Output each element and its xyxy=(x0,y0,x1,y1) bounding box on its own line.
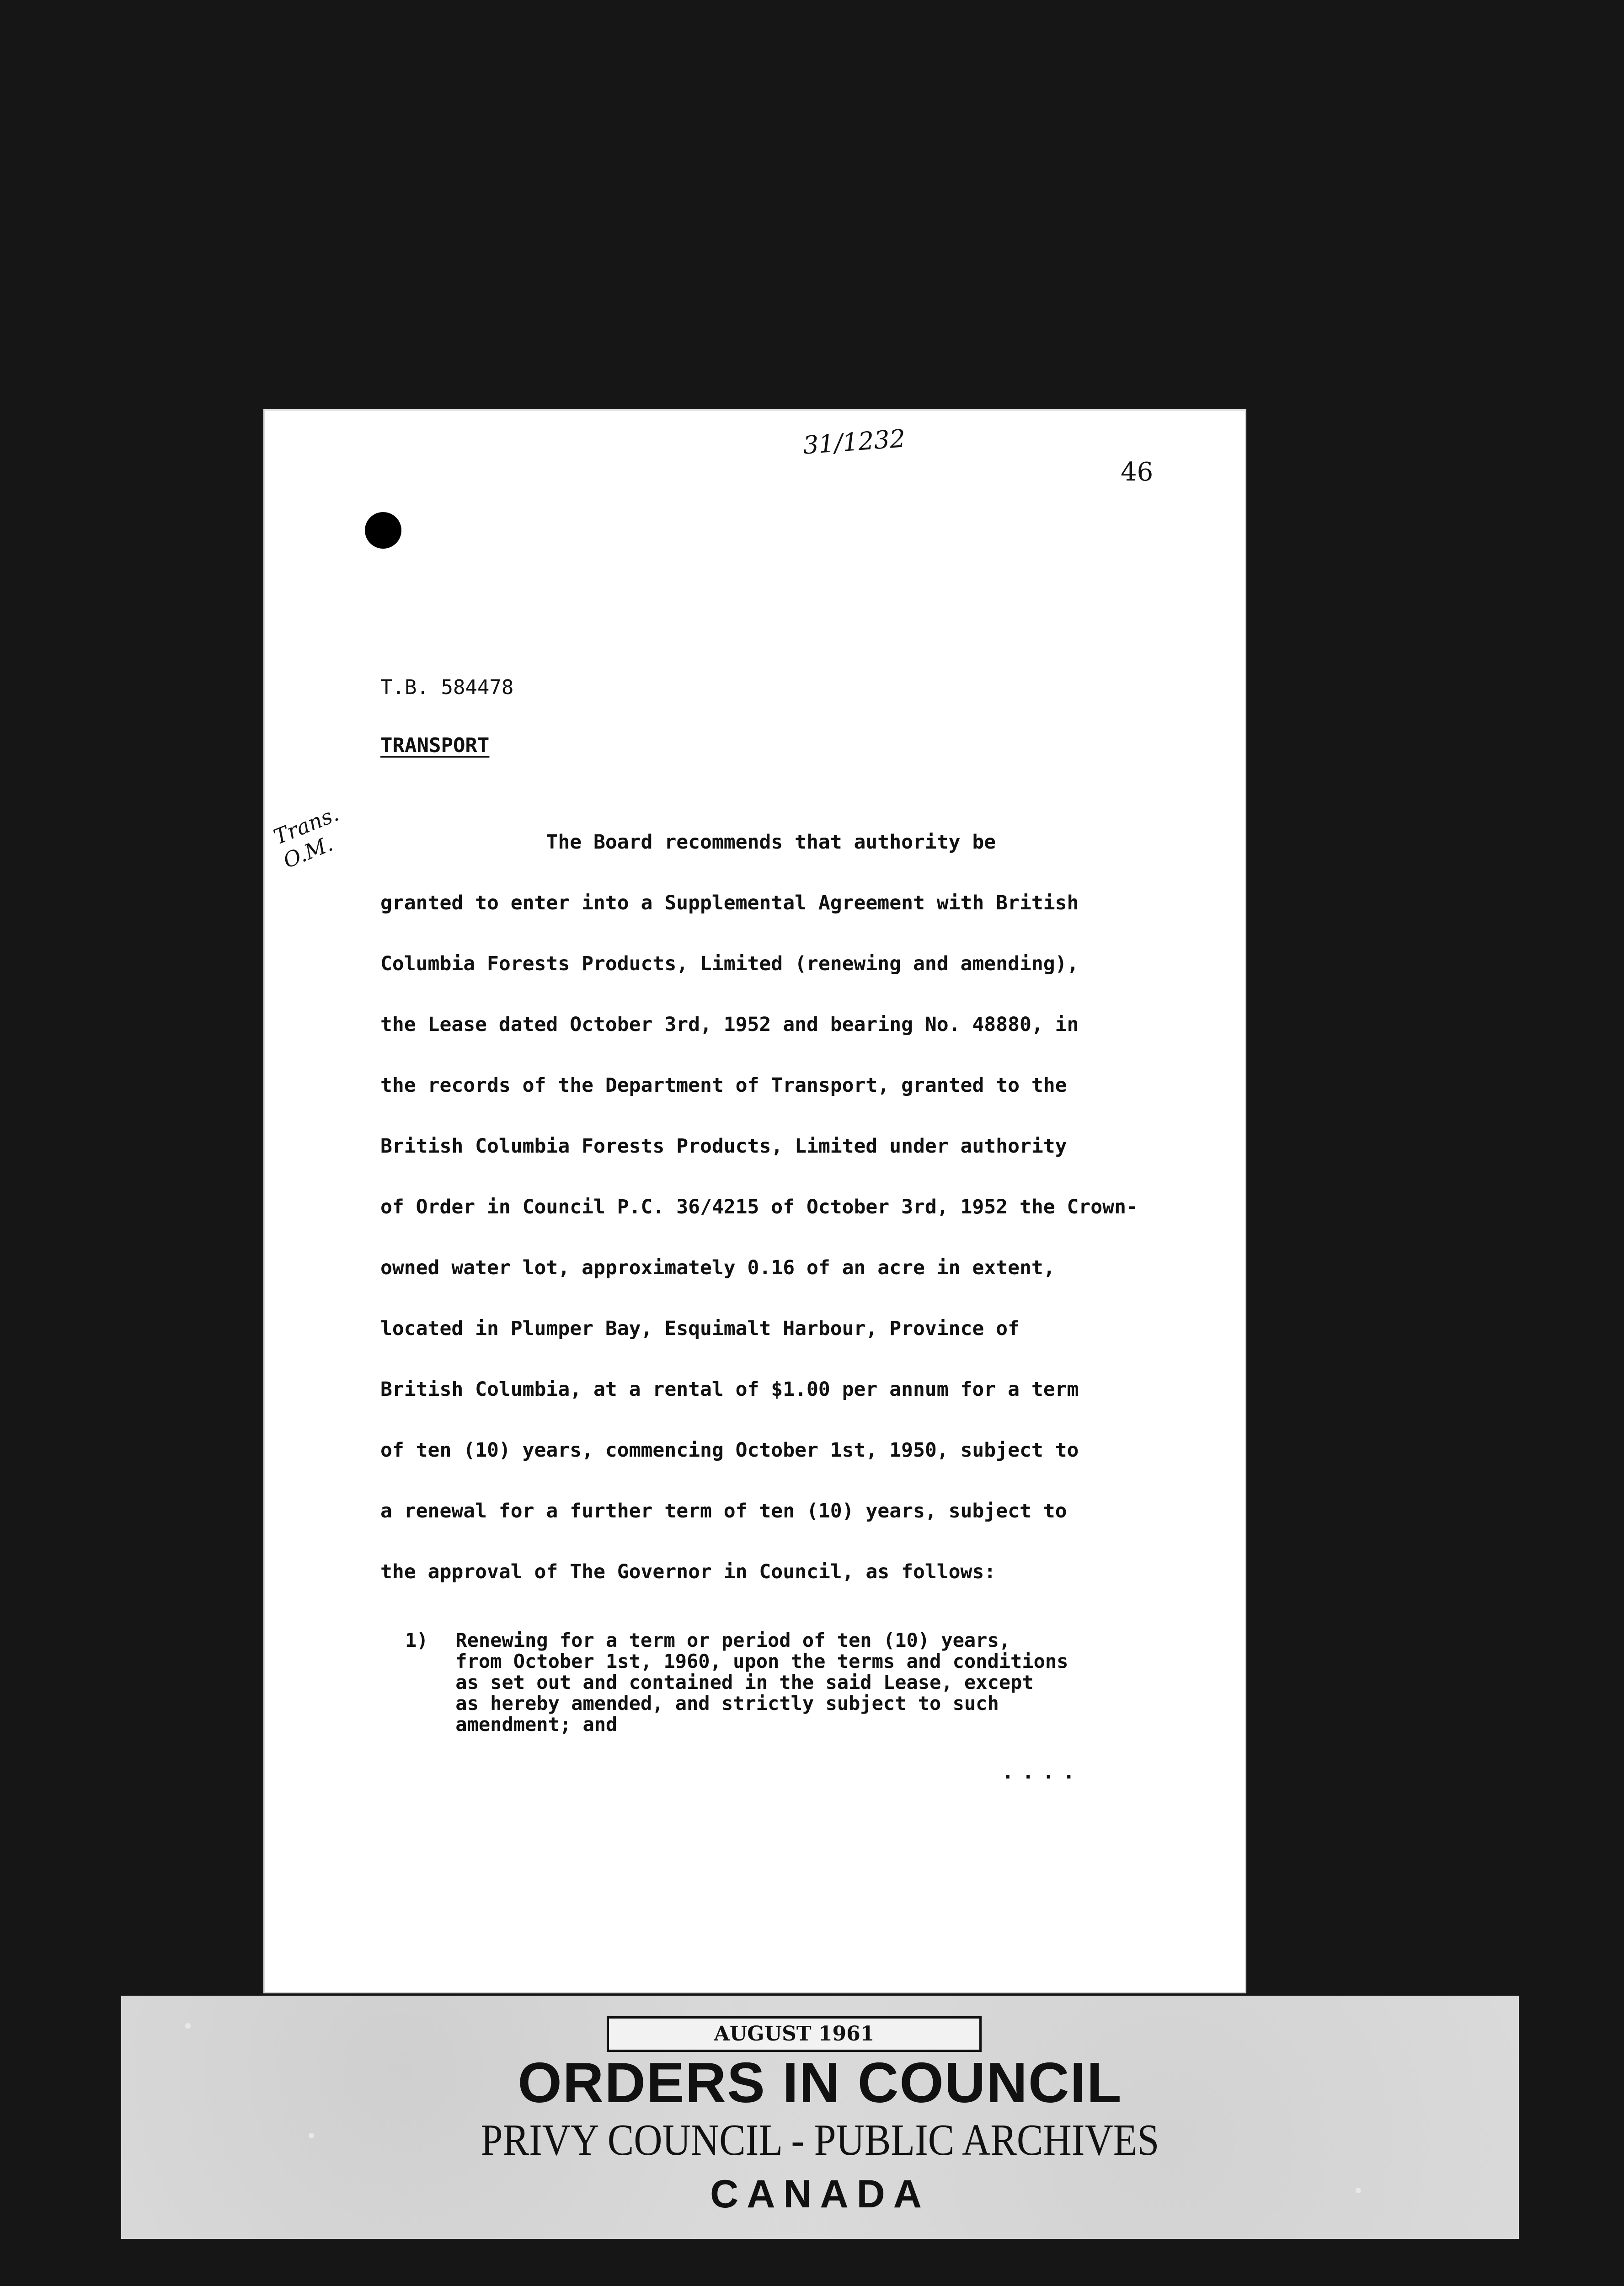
paragraph-line: Columbia Forests Products, Limited (renewing and amending), xyxy=(380,952,1079,975)
tb-number: T.B. 584478 xyxy=(380,676,514,699)
numbered-list xyxy=(405,1630,1068,1735)
archive-date: AUGUST 1961 xyxy=(607,2016,982,2052)
paragraph-line: of Order in Council P.C. 36/4215 of October 3rd, 1952 the Crown- xyxy=(380,1196,1138,1218)
list-item-line: as hereby amended, and strictly subject to such xyxy=(455,1692,999,1714)
list-item-line: Renewing for a term or period of ten (10) years, xyxy=(455,1629,1011,1651)
list-item-line: from October 1st, 1960, upon the terms and conditions xyxy=(455,1650,1068,1672)
list-item-line: amendment; and xyxy=(455,1713,618,1736)
paragraph-line: a renewal for a further term of ten (10) years, subject to xyxy=(380,1500,1067,1522)
paragraph-line: granted to enter into a Supplemental Agreement with British xyxy=(380,892,1079,914)
handwritten-reference: 31/1232 xyxy=(802,424,907,460)
margin-annotation: Trans. O.M. xyxy=(270,801,342,873)
document-page xyxy=(263,409,1246,1993)
archive-subtitle: PRIVY COUNCIL - PUBLIC ARCHIVES xyxy=(481,2115,1159,2165)
paragraph-line: The Board recommends that authority be xyxy=(380,831,996,854)
archive-title: ORDERS IN COUNCIL xyxy=(518,2051,1122,2115)
banner-speck xyxy=(185,2023,191,2029)
paragraph-line: the approval of The Governor in Council, as follows: xyxy=(380,1560,996,1583)
list-item-number: 1) xyxy=(405,1629,428,1651)
list-item-text xyxy=(455,1630,1068,1735)
list-item-line: as set out and contained in the said Lease, except xyxy=(455,1671,1034,1693)
paragraph-line: the Lease dated October 3rd, 1952 and bearing No. 48880, in xyxy=(380,1013,1079,1036)
paragraph-line: the records of the Department of Transport, granted to the xyxy=(380,1074,1067,1097)
paragraph-line: of ten (10) years, commencing October 1st, 1950, subject to xyxy=(380,1439,1079,1462)
recommendation-paragraph xyxy=(380,828,1231,1619)
paragraph-line: British Columbia, at a rental of $1.00 per annum for a term xyxy=(380,1378,1079,1401)
continuation-marker: .... xyxy=(1002,1760,1083,1784)
punch-hole xyxy=(365,512,401,549)
paragraph-line: British Columbia Forests Products, Limited under authority xyxy=(380,1135,1067,1158)
paragraph-line: located in Plumper Bay, Esquimalt Harbour, Province of xyxy=(380,1317,1020,1340)
page-number: 46 xyxy=(1121,457,1154,487)
list-item xyxy=(405,1630,1068,1735)
department-heading: TRANSPORT xyxy=(380,734,490,757)
archive-country: CANADA xyxy=(710,2172,930,2216)
archive-banner xyxy=(121,1996,1519,2239)
paragraph-line: owned water lot, approximately 0.16 of an acre in extent, xyxy=(380,1256,1055,1279)
